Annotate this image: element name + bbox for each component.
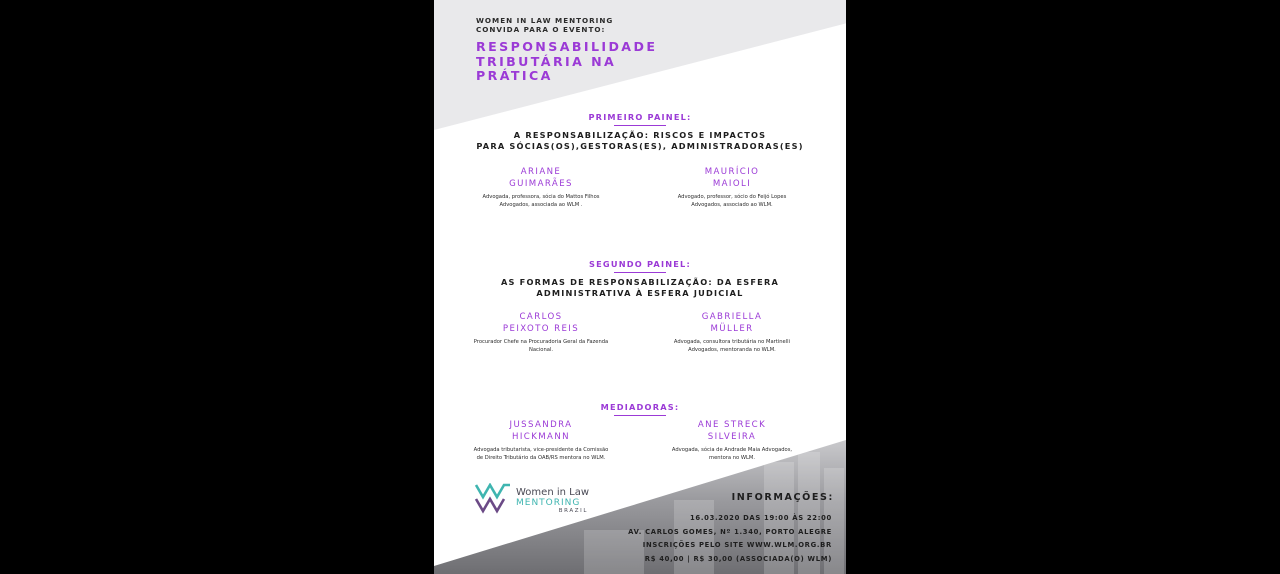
mediator-bio-line: mentora no WLM.: [709, 454, 755, 461]
speaker-bio-line: Advogados, mentoranda no WLM.: [688, 346, 776, 353]
panel1-divider: [614, 125, 666, 126]
wlm-logo: [474, 483, 634, 519]
speaker-card: [657, 167, 807, 209]
speaker-bio-line: Advogados, associada ao WLM .: [499, 201, 583, 208]
speaker-bio-line: Nacional.: [528, 346, 554, 353]
invite-line: CONVIDA PARA O EVENTO:: [476, 25, 606, 34]
speaker-bio-line: Advogados, associado ao WLM.: [691, 201, 773, 208]
speaker-card: [466, 167, 616, 209]
speaker-bio-line: Procurador Chefe na Procuradoria Geral da Fazenda: [473, 339, 609, 345]
mediators-divider: [614, 415, 666, 416]
mediators-heading: [434, 402, 846, 416]
organizer-heading: [476, 16, 613, 34]
wlm-logo-icon: [474, 483, 512, 515]
event-date-time: 16.03.2020 DAS 19:00 ÀS 22:00: [690, 514, 832, 522]
info-details: [628, 512, 832, 566]
mediator-name: ANE STRECK: [697, 420, 767, 430]
mediator-name: SILVEIRA: [707, 431, 757, 442]
speaker-name: MAURÍCIO: [704, 167, 760, 177]
speaker-name: ARIANE: [520, 167, 562, 177]
speaker-name: CARLOS: [519, 312, 563, 322]
panel2-topic: [434, 277, 846, 299]
panel1-topic-line: A RESPONSABILIZAÇÃO: RISCOS E IMPACTOS: [513, 130, 767, 140]
mediator-name: JUSSANDRA: [509, 420, 573, 430]
mediator-bio-line: de Direito Tributário da OAB/RS mentora no WLM.: [476, 454, 606, 461]
speaker-name: MAIOLI: [712, 178, 752, 189]
speaker-name: GUIMARÃES: [509, 178, 573, 189]
organizer-line: WOMEN IN LAW MENTORING: [476, 16, 614, 25]
event-title: [476, 40, 657, 84]
mediator-bio: [657, 447, 807, 462]
event-title-line: TRIBUTÁRIA NA: [476, 53, 617, 69]
speaker-name: PEIXOTO REIS: [502, 323, 580, 334]
panel2-label: SEGUNDO PAINEL:: [589, 259, 691, 269]
speaker-card: [466, 312, 616, 354]
mediator-name: HICKMANN: [512, 431, 570, 442]
wlm-logo-text: [516, 487, 589, 515]
panel1-heading: [434, 112, 846, 126]
panel1-topic: [434, 130, 846, 152]
logo-wordmark: Women in Law: [516, 487, 590, 498]
panel2-heading: [434, 259, 846, 273]
panel2-topic-line: AS FORMAS DE RESPONSABILIZAÇÃO: DA ESFERA: [500, 277, 779, 287]
event-price: R$ 40,00 | R$ 30,00 (ASSOCIADA(O) WLM): [644, 554, 832, 563]
speaker-card: [657, 312, 807, 354]
panel2-divider: [614, 272, 666, 273]
mediator-bio-line: Advogada tributarista, vice-presidente da Comissão: [473, 447, 609, 453]
event-title-line: RESPONSABILIDADE: [476, 39, 658, 54]
logo-subtitle: MENTORING: [516, 498, 581, 508]
speaker-bio: [657, 339, 807, 354]
speaker-bio: [466, 194, 616, 209]
speaker-name: GABRIELLA: [701, 312, 763, 322]
info-heading: INFORMAÇÕES:: [731, 492, 834, 503]
speaker-bio: [657, 194, 807, 209]
event-registration: INSCRIÇÕES PELO SITE WWW.WLM.ORG.BR: [642, 541, 832, 549]
mediator-bio-line: Advogada, sócia de Andrade Maia Advogados,: [671, 447, 793, 453]
mediator-card: [466, 420, 616, 462]
speaker-name: MÜLLER: [710, 323, 754, 334]
mediator-card: [657, 420, 807, 462]
speaker-bio-line: Advogado, professor, sócio do Feijó Lopes: [677, 194, 787, 200]
mediators-label: MEDIADORAS:: [600, 402, 680, 412]
event-poster: [434, 0, 846, 574]
panel1-topic-line: PARA SÓCIAS(OS),GESTORAS(ES), ADMINISTRADORAS(ES): [476, 141, 804, 151]
event-address: AV. CARLOS GOMES, Nº 1.340, PORTO ALEGRE: [628, 527, 832, 536]
speaker-bio: [466, 339, 616, 354]
panel1-label: PRIMEIRO PAINEL:: [588, 112, 692, 122]
event-title-line: PRÁTICA: [476, 68, 553, 83]
mediator-bio: [466, 447, 616, 462]
logo-country: BRAZIL: [558, 508, 588, 514]
speaker-bio-line: Advogada, consultora tributária no Martinelli: [673, 339, 791, 345]
panel2-topic-line: ADMINISTRATIVA À ESFERA JUDICIAL: [536, 288, 744, 298]
speaker-bio-line: Advogada, professora, sócia do Mattos Filhos: [482, 194, 600, 200]
